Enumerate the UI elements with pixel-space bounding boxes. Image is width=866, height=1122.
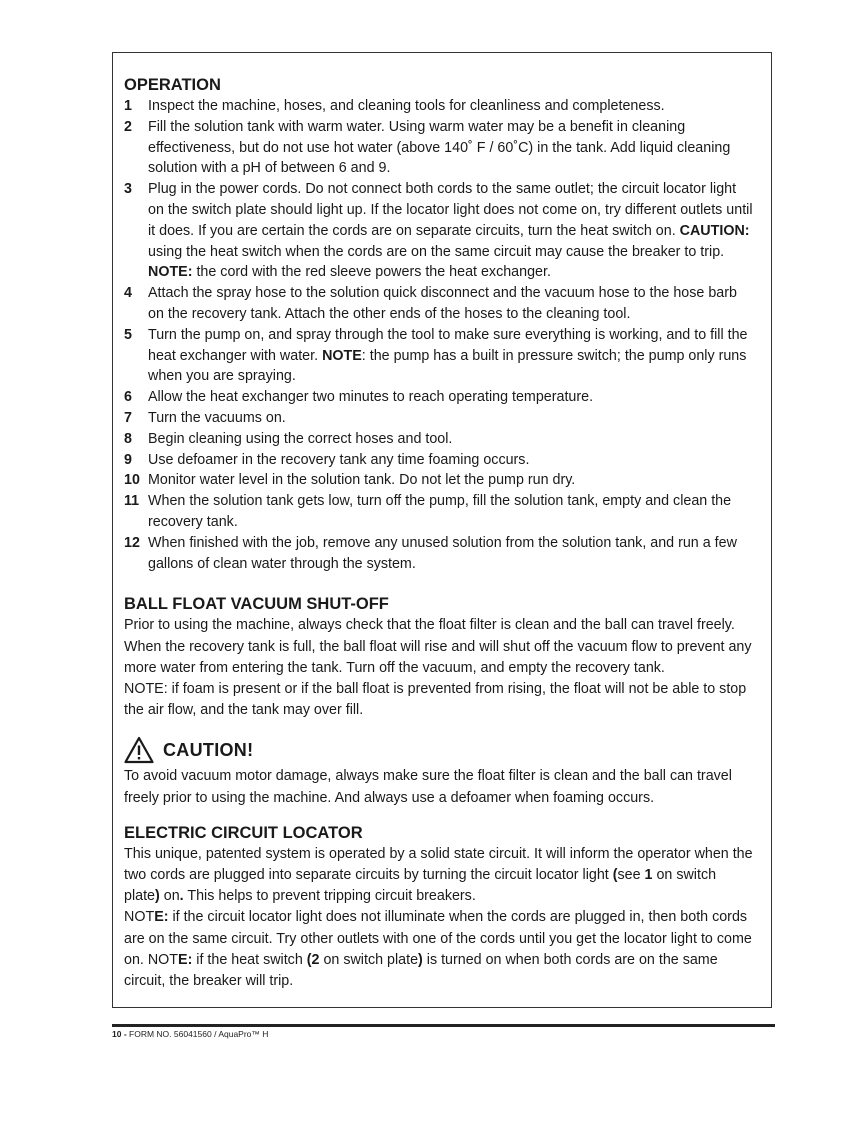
operation-heading: OPERATION [124,76,221,94]
operation-step [124,450,754,471]
warning-triangle-icon [124,736,154,764]
step-text: Attach the spray hose to the solution quick disconnect and the vacuum hose to the hose barb on the recovery tank. Attach the other ends of the hoses to the cleaning tool. [148,285,737,322]
step-text: Turn the vacuums on. [148,409,286,426]
operation-step [124,96,754,117]
operation-step [124,387,754,408]
step-number: 11 [124,493,140,510]
step-text: Turn the pump on, and spray through the tool to make sure everything is working, and to fill the heat exchanger with water. NOTE: the pump has a built in pressure switch; the pump only runs when you are spraying. [148,326,748,385]
step-number: 7 [124,409,132,426]
step-number: 12 [124,534,140,551]
step-number: 2 [124,118,132,135]
step-text: Inspect the machine, hoses, and cleaning tools for cleanliness and completeness. [148,98,665,114]
step-text: Use defoamer in the recovery tank any time foaming occurs. [148,451,530,468]
page-content [124,75,754,992]
operation-step [124,408,754,429]
operation-step [124,429,754,450]
ball-float-heading: BALL FLOAT VACUUM SHUT-OFF [124,595,389,614]
operation-step [124,470,754,491]
step-text: Allow the heat exchanger two minutes to reach operating temperature. [148,389,594,406]
electric-circuit-section [124,823,754,992]
step-number: 8 [124,430,132,447]
caution-body: To avoid vacuum motor damage, always make sure the float filter is clean and the ball can travel freely prior to using the machine. And always use a defoamer when foaming occurs. [124,768,732,806]
page-number: 10 [112,1029,122,1039]
operation-step [124,283,754,325]
step-text: Plug in the power cords. Do not connect both cords to the same outlet; the circuit locator light on the switch plate should light up. If the locator light does not come on, try different outlets until it does. If you are certain the cords are on separate circuits, turn the heat switch on. CAUTION: using the heat switch when the cords are on the same circuit may cause the breaker to trip. NOTE: the cord with the red sleeve powers the heat exchanger. [148,181,753,281]
operation-step [124,325,754,387]
step-number: 3 [124,181,132,198]
caution-header [124,734,754,766]
caution-title: CAUTION! [163,739,254,760]
operation-step [124,179,754,283]
operation-steps-list [124,96,754,574]
step-text: Monitor water level in the solution tank. Do not let the pump run dry. [148,472,576,489]
step-text: When the solution tank gets low, turn off the pump, fill the solution tank, empty and clean the recovery tank. [148,493,732,530]
electric-circuit-paragraph-1: This unique, patented system is operated by a solid state circuit. It will inform the operator when the two cords are plugged into separate circuits by turning the circuit locator light (see 1 on switch plate) on. This helps to prevent tripping circuit breakers. [124,845,753,905]
page-frame [112,52,772,1008]
step-number: 6 [124,389,132,406]
operation-step [124,533,754,575]
page-footer: 10 - FORM NO. 56041560 / AquaPro™ H [112,1029,269,1039]
ball-float-section [124,594,754,721]
ball-float-body: Prior to using the machine, always check that the float filter is clean and the ball can travel freely. When the recovery tank is full, the ball float will rise and will shut off the vacuum flow to prevent any more water from entering the tank. Turn off the vacuum, and empty the recovery tank. [124,617,752,676]
caution-section [124,734,754,808]
ball-float-note: NOTE: if foam is present or if the ball float is prevented from rising, the float will not be able to stop the air flow, and the tank may over fill. [124,680,747,719]
step-text: When finished with the job, remove any unused solution from the solution tank, and run a few gallons of clean water through the system. [148,534,737,572]
step-number: 4 [124,285,132,302]
step-number: 10 [124,472,140,489]
step-number: 9 [124,451,132,468]
operation-section [124,75,754,574]
electric-circuit-heading: ELECTRIC CIRCUIT LOCATOR [124,823,363,842]
operation-step [124,117,754,179]
electric-circuit-paragraph-2: NOTE: if the circuit locator light does not illuminate when the cords are plugged in, then both cords are on the same circuit. Try other outlets with one of the cords until you get the locator light to come on. NOTE: if the heat switch (2 on switch plate) is turned on when both cords are on the same circuit, the breaker will trip. [124,909,752,989]
step-number: 1 [124,98,132,114]
step-text: Fill the solution tank with warm water. Using warm water may be a benefit in cleaning effectiveness, but do not use hot water (above 140˚ F / 60˚C) in the tank. Add liquid cleaning solution with a pH of between 6 and 9. [148,118,731,177]
footer-rule [112,1024,775,1027]
form-number: FORM NO. 56041560 / AquaPro™ H [129,1029,269,1039]
operation-step [124,491,754,533]
step-text: Begin cleaning using the correct hoses and tool. [148,430,453,447]
step-number: 5 [124,326,132,343]
